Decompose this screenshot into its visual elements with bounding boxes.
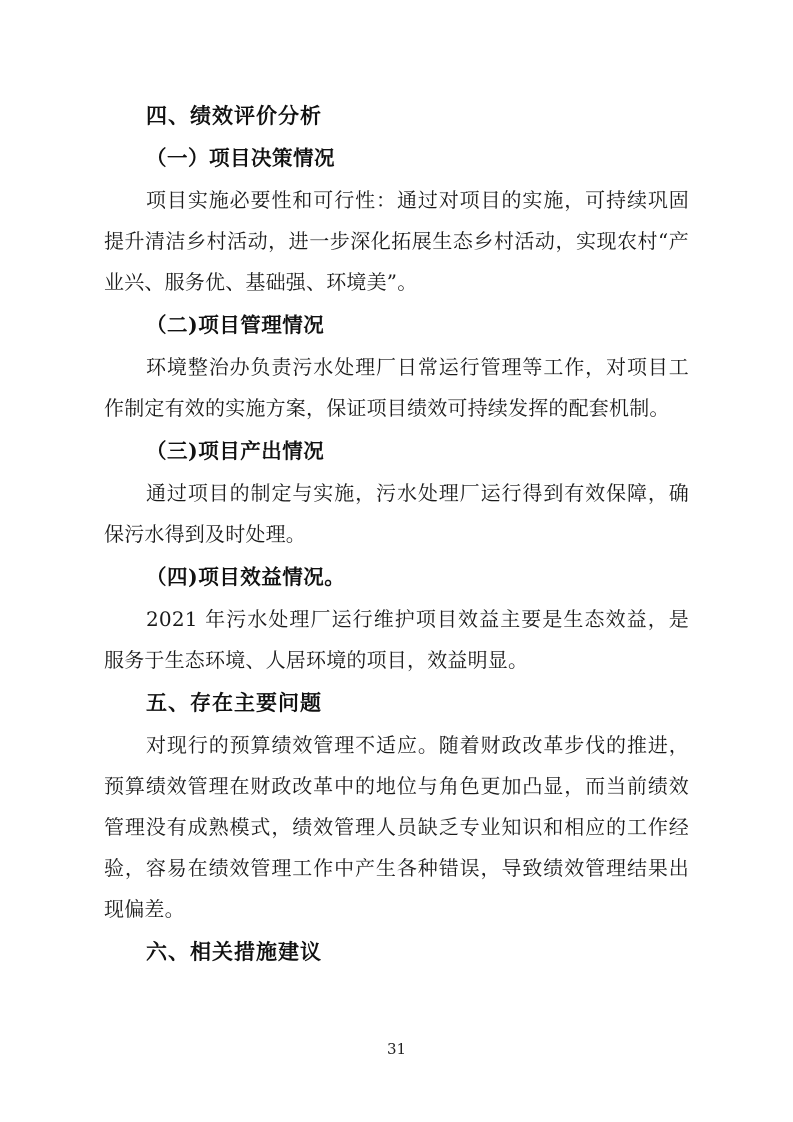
paragraph-project-output: 通过项目的制定与实施，污水处理厂运行得到有效保障，确保污水得到及时处理。: [104, 481, 689, 546]
paragraph-project-management: 环境整治办负责污水处理厂日常运行管理等工作，对项目工作制定有效的实施方案，保证项目绩效可持续发挥的配套机制。: [104, 355, 689, 420]
heading-subsection-one: （一）项目决策情况: [146, 146, 335, 170]
heading-section-six: 六、相关措施建议: [146, 940, 322, 964]
heading-subsection-four: （四)项目效益情况。: [146, 565, 346, 589]
document-body: [104, 96, 689, 974]
heading-subsection-two: （二)项目管理情况: [146, 313, 325, 337]
paragraph-main-problems: 对现行的预算绩效管理不适应。随着财政改革步伐的推进，预算绩效管理在财政改革中的地位与角色更加凸显，而当前绩效管理没有成熟模式，绩效管理人员缺乏专业知识和相应的工作经验，容易在绩效管理工作中产生各种错误，导致绩效管理结果出现偏差。: [104, 733, 689, 921]
paragraph-project-benefit: 2021 年污水处理厂运行维护项目效益主要是生态效益，是服务于生态环境、人居环境的项目，效益明显。: [104, 607, 689, 672]
paragraph-project-decision: 项目实施必要性和可行性：通过对项目的实施，可持续巩固提升清洁乡村活动，进一步深化拓展生态乡村活动，实现农村“产业兴、服务优、基础强、环境美”。: [104, 188, 689, 294]
heading-section-four: 四、绩效评价分析: [146, 104, 322, 128]
page-number: 31: [386, 1040, 407, 1058]
heading-subsection-three: （三)项目产出情况: [146, 439, 325, 463]
heading-section-five: 五、存在主要问题: [146, 691, 322, 715]
